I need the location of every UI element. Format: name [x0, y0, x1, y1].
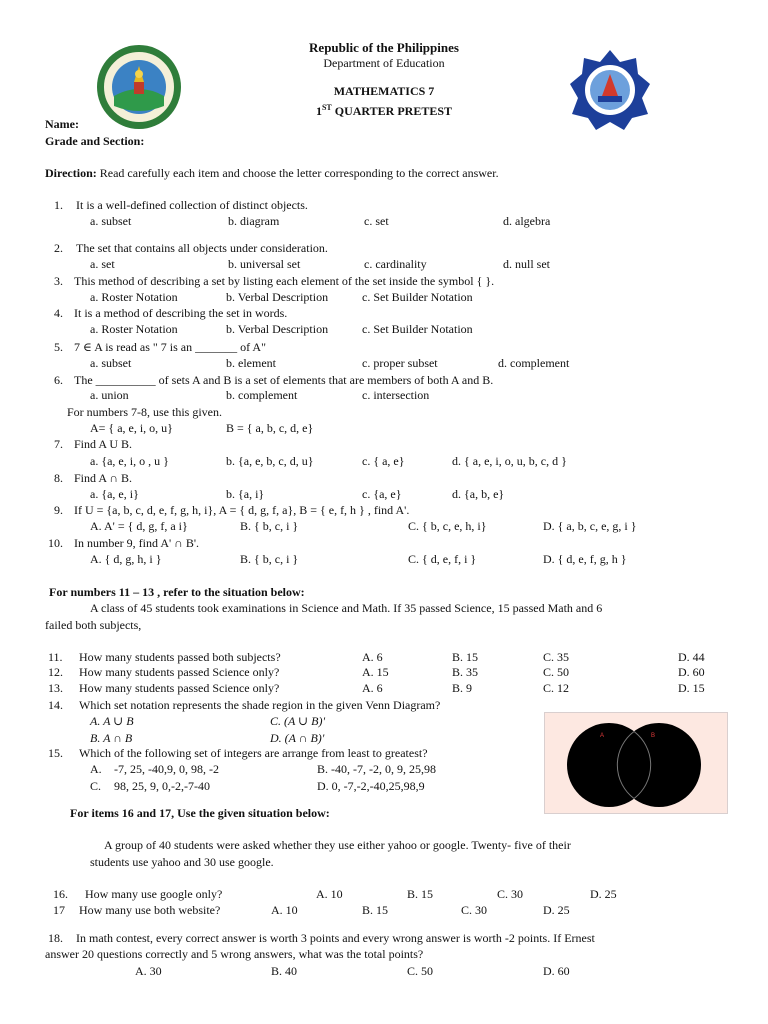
choice-c: c. cardinality: [364, 257, 427, 271]
item-number: 4.: [54, 306, 63, 320]
choice-b: B. 15: [362, 903, 389, 917]
choice-a: A. A' = { d, g, f, a i}: [90, 519, 188, 533]
choice-d: D. 15: [678, 681, 705, 695]
item-number: 18.: [48, 931, 63, 945]
choice-b: b. Verbal Description: [226, 322, 329, 336]
choice-b: B. 15: [407, 887, 434, 901]
choice-a: A. A ∪ B: [90, 714, 134, 728]
item-number: 3.: [54, 274, 63, 288]
situation-text: students use yahoo and 30 use google.: [90, 855, 274, 869]
situation-text: A group of 40 students were asked whether they use either yahoo or google. Twenty- five of their: [104, 838, 571, 852]
given-instruction: For numbers 7-8, use this given.: [67, 405, 222, 419]
choice-c: C. 35: [543, 650, 570, 664]
choice-d: D. { a, b, c, e, g, i }: [543, 519, 637, 533]
choice-b: b. complement: [226, 388, 298, 402]
item-number: 16.: [53, 887, 68, 901]
choice-a: A. 10: [316, 887, 343, 901]
choice-c: C. { d, e, f, i }: [408, 552, 477, 566]
choice-b: B. -40, -7, -2, 0, 9, 25,98: [317, 762, 436, 776]
question-text: Which set notation represents the shade region in the given Venn Diagram?: [79, 698, 441, 712]
item-number: 7.: [54, 437, 63, 451]
subject-heading: MATHEMATICS 7: [333, 84, 435, 98]
choice-a: a. subset: [90, 214, 132, 228]
item-number: 1.: [54, 198, 63, 212]
choice-c: c. Set Builder Notation: [362, 322, 473, 336]
choice-d: D. 44: [678, 650, 705, 664]
choice-d: D. 60: [543, 964, 570, 978]
choice-c: C. 30: [497, 887, 524, 901]
department-heading: Department of Education: [323, 56, 445, 70]
situation-heading: For numbers 11 – 13 , refer to the situation below:: [49, 585, 305, 599]
choice-a-letter: A.: [90, 762, 102, 776]
choice-b: B. 9: [452, 681, 473, 695]
choice-c: c. {a, e}: [362, 487, 402, 501]
choice-a: A. 6: [362, 681, 383, 695]
question-text: If U = {a, b, c, d, e, f, g, h, i}, A = { d, g, f, a}, B = { e, f, h } , find A'.: [74, 503, 410, 517]
choice-a: a. set: [90, 257, 115, 271]
choice-b: b. {a, i}: [226, 487, 265, 501]
choice-b: B. { b, c, i }: [240, 519, 299, 533]
question-text: The set that contains all objects under consideration.: [76, 241, 328, 255]
item-number: 17: [53, 903, 65, 917]
choice-b: b. Verbal Description: [226, 290, 329, 304]
choice-b: b. universal set: [228, 257, 301, 271]
question-text: How many students passed both subjects?: [79, 650, 281, 664]
situation-text: A class of 45 students took examinations in Science and Math. If 35 passed Science, 15 passed Math and 6: [90, 601, 603, 615]
item-number: 9.: [54, 503, 63, 517]
question-text: This method of describing a set by listing each element of the set inside the symbol { }.: [74, 274, 495, 288]
choice-d: d. { a, e, i, o, u, b, c, d }: [452, 454, 567, 468]
country-heading: Republic of the Philippines: [309, 40, 459, 55]
choice-a: a. subset: [90, 356, 132, 370]
choice-d: d. null set: [503, 257, 550, 271]
choice-d: d. {a, b, e}: [452, 487, 505, 501]
set-b-definition: B = { a, b, c, d, e}: [226, 421, 314, 435]
question-text: The __________ of sets A and B is a set of elements that are members of both A and B.: [74, 373, 494, 387]
choice-a: a. union: [90, 388, 129, 402]
test-title: 1ST QUARTER PRETEST: [315, 103, 453, 118]
choice-a: A. { d, g, h, i }: [90, 552, 162, 566]
question-text: Find A ∩ B.: [74, 471, 133, 485]
choice-c: 98, 25, 9, 0,-2,-7-40: [114, 779, 210, 793]
choice-c: c. proper subset: [362, 356, 438, 370]
item-number: 8.: [54, 471, 63, 485]
choice-c: c. intersection: [362, 388, 430, 402]
choice-c: C. 30: [461, 903, 488, 917]
item-number: 14.: [48, 698, 63, 712]
choice-d: D. 0, -7,-2,-40,25,98,9: [317, 779, 425, 793]
choice-b: b. {a, e, b, c, d, u}: [226, 454, 314, 468]
item-number: 15.: [48, 746, 63, 760]
choice-b: B. 15: [452, 650, 479, 664]
item-number: 10.: [48, 536, 63, 550]
choice-a: A. 15: [362, 665, 389, 679]
question-text: How many use google only?: [85, 887, 223, 901]
choice-c: c. Set Builder Notation: [362, 290, 473, 304]
choice-c: c. { a, e}: [362, 454, 405, 468]
choice-a: a. {a, e, i, o , u }: [90, 454, 169, 468]
choice-b: B. 40: [271, 964, 298, 978]
situation-text: failed both subjects,: [45, 618, 142, 632]
question-text: How many students passed Science only?: [79, 665, 280, 679]
choice-a: -7, 25, -40,9, 0, 98, -2: [114, 762, 219, 776]
question-text: Find A U B.: [74, 437, 133, 451]
choice-a: a. {a, e, i}: [90, 487, 139, 501]
grade-section-label: Grade and Section:: [45, 134, 145, 148]
choice-c-letter: C.: [90, 779, 102, 793]
choice-d: d. algebra: [503, 214, 551, 228]
direction-text: Direction: Read carefully each item and choose the letter corresponding to the correct answer.: [45, 166, 499, 180]
venn-label-b: B: [651, 733, 656, 739]
choice-d: D. 25: [543, 903, 570, 917]
choice-a: A. 10: [271, 903, 298, 917]
choice-c: C. (A ∪ B)': [270, 714, 326, 728]
choice-b: B. A ∩ B: [90, 731, 133, 745]
choice-c: C. 50: [407, 964, 434, 978]
question-text: It is a well-defined collection of distinct objects.: [76, 198, 308, 212]
question-text: answer 20 questions correctly and 5 wrong answers, what was the total points?: [45, 947, 424, 961]
choice-a: A. 6: [362, 650, 383, 664]
venn-label-a: A: [600, 733, 605, 739]
choice-a: A. 30: [135, 964, 162, 978]
question-text: 7 ∈ A is read as " 7 is an _______ of A": [74, 340, 266, 354]
choice-d: D. { d, e, f, g, h }: [543, 552, 627, 566]
choice-c: c. set: [364, 214, 389, 228]
question-text: How many students passed Science only?: [79, 681, 280, 695]
question-text: How many use both website?: [79, 903, 221, 917]
situation-heading: For items 16 and 17, Use the given situation below:: [70, 806, 330, 820]
item-number: 5.: [54, 340, 63, 354]
item-number: 11.: [48, 650, 63, 664]
venn-diagram: [544, 712, 728, 814]
question-text: It is a method of describing the set in words.: [74, 306, 288, 320]
choice-b: b. element: [226, 356, 276, 370]
name-label: Name:: [45, 117, 79, 131]
choice-c: C. 12: [543, 681, 570, 695]
question-text: Which of the following set of integers are arrange from least to greatest?: [79, 746, 428, 760]
item-number: 13.: [48, 681, 63, 695]
item-number: 2.: [54, 241, 63, 255]
choice-d: d. complement: [498, 356, 570, 370]
item-number: 12.: [48, 665, 63, 679]
choice-b: B. 35: [452, 665, 479, 679]
choice-a: a. Roster Notation: [90, 290, 178, 304]
choice-d: D. 25: [590, 887, 617, 901]
choice-b: b. diagram: [228, 214, 280, 228]
set-a-definition: A= { a, e, i, o, u}: [90, 421, 173, 435]
choice-c: C. { b, c, e, h, i}: [408, 519, 487, 533]
question-text: In math contest, every correct answer is worth 3 points and every wrong answer is worth -2 points. If Ernest: [76, 931, 595, 945]
choice-d: D. (A ∩ B)': [270, 731, 325, 745]
choice-b: B. { b, c, i }: [240, 552, 299, 566]
question-text: In number 9, find A' ∩ B'.: [74, 536, 199, 550]
item-number: 6.: [54, 373, 63, 387]
choice-d: D. 60: [678, 665, 705, 679]
choice-c: C. 50: [543, 665, 570, 679]
choice-a: a. Roster Notation: [90, 322, 178, 336]
